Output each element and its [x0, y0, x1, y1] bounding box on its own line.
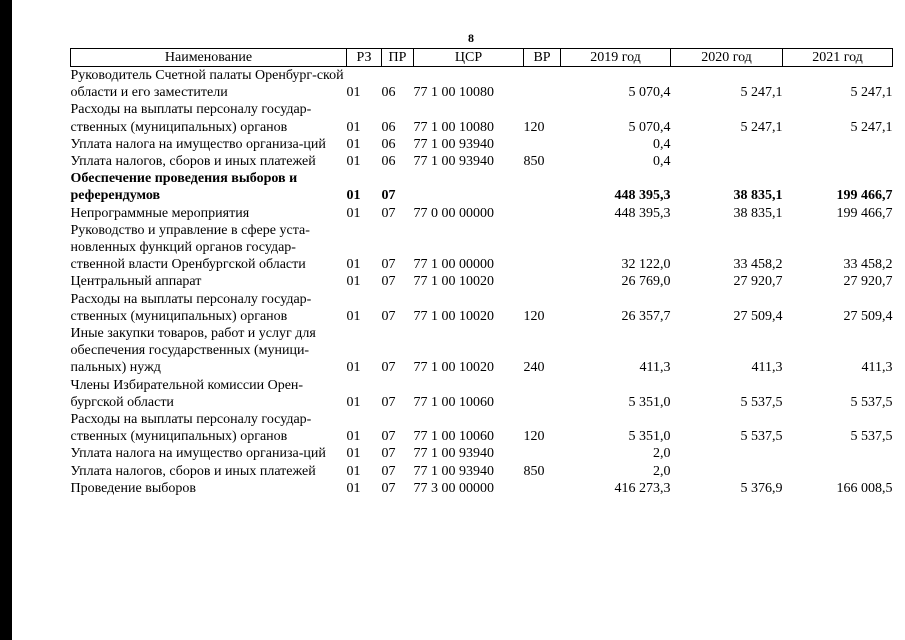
row-vr: [524, 170, 561, 204]
row-pr: 07: [381, 205, 396, 221]
row-amount-2020: [671, 136, 783, 153]
row-pr: 07: [381, 429, 396, 445]
row-amount-2020: [671, 153, 783, 170]
table-row: [71, 463, 893, 480]
row-rz: 01: [346, 119, 361, 135]
row-amount-2020: 5 376,9: [740, 480, 783, 496]
table-row: [71, 101, 893, 135]
row-amount-2019: 26 357,7: [621, 308, 671, 324]
row-name: Руководитель Счетной палаты Оренбург-ской области и его заместители: [70, 68, 344, 101]
row-vr: 850: [523, 463, 545, 479]
row-csr: 77 1 00 93940: [413, 463, 494, 479]
table-row: [71, 153, 893, 170]
row-amount-2019: 26 769,0: [621, 274, 671, 290]
row-vr: 850: [523, 154, 545, 170]
row-amount-2019: 448 395,3: [614, 205, 671, 221]
row-amount-2019: 2,0: [653, 446, 671, 462]
header-name: Наименование: [71, 49, 347, 67]
row-amount-2019: 5 351,0: [628, 429, 671, 445]
row-pr: 07: [381, 480, 396, 496]
row-vr: [524, 67, 561, 102]
row-amount-2019: 0,4: [653, 154, 671, 170]
row-name: Расходы на выплаты персоналу государ-ственных (муниципальных) органов: [70, 291, 312, 324]
row-rz: 01: [346, 394, 361, 410]
table-row: [71, 377, 893, 411]
row-pr: 07: [381, 257, 396, 273]
row-amount-2021: 5 537,5: [850, 394, 893, 410]
row-rz: 01: [346, 308, 361, 324]
row-amount-2021: 199 466,7: [836, 188, 893, 204]
row-csr: 77 1 00 10080: [413, 85, 494, 101]
header-rz: РЗ: [347, 49, 382, 67]
row-csr: 77 1 00 10060: [413, 429, 494, 445]
header-csr: ЦСР: [414, 49, 524, 67]
row-amount-2020: 27 920,7: [733, 274, 783, 290]
row-pr: 07: [381, 188, 396, 204]
row-csr: 77 1 00 10020: [413, 308, 494, 324]
table-row: [71, 411, 893, 445]
row-rz: 01: [346, 136, 361, 152]
row-csr: 77 1 00 93940: [413, 154, 494, 170]
row-name: Непрограммные мероприятия: [70, 205, 250, 221]
table-row: [71, 170, 893, 204]
row-amount-2020: [671, 445, 783, 462]
row-csr: 77 1 00 10020: [413, 360, 494, 376]
row-name: Уплата налогов, сборов и иных платежей: [70, 463, 316, 479]
table-row: [71, 273, 893, 290]
header-2021: 2021 год: [783, 49, 893, 67]
row-vr: 240: [523, 360, 545, 376]
row-rz: 01: [346, 154, 361, 170]
row-vr: [524, 136, 561, 153]
row-vr: [524, 205, 561, 222]
row-vr: [524, 222, 561, 274]
table-row: [71, 325, 893, 377]
row-rz: 01: [346, 429, 361, 445]
row-amount-2021: 27 920,7: [843, 274, 893, 290]
row-name: Обеспечение проведения выборов и референдумов: [70, 171, 298, 204]
row-csr: 77 1 00 10060: [413, 394, 494, 410]
row-amount-2020: 5 247,1: [740, 85, 783, 101]
row-pr: 06: [381, 119, 396, 135]
row-rz: 01: [346, 360, 361, 376]
row-name: Уплата налога на имущество организа-ций: [70, 446, 326, 462]
row-vr: 120: [523, 308, 545, 324]
row-pr: 07: [381, 274, 396, 290]
row-amount-2020: 38 835,1: [733, 205, 783, 221]
header-2019: 2019 год: [561, 49, 671, 67]
row-rz: 01: [346, 480, 361, 496]
row-pr: 07: [381, 394, 396, 410]
row-amount-2019: 32 122,0: [621, 257, 671, 273]
row-pr: 07: [381, 463, 396, 479]
row-vr: 120: [523, 119, 545, 135]
row-amount-2021: 411,3: [861, 360, 893, 376]
table-header-row: [71, 49, 893, 67]
row-name: Руководство и управление в сфере уста-новленных функций органов государ-ственной власти Оренбургской области: [70, 222, 310, 273]
row-amount-2021: [783, 445, 893, 462]
row-amount-2021: 5 247,1: [850, 85, 893, 101]
row-rz: 01: [346, 85, 361, 101]
row-name: Проведение выборов: [70, 480, 196, 496]
row-rz: 01: [346, 446, 361, 462]
row-amount-2020: 5 537,5: [740, 394, 783, 410]
row-rz: 01: [346, 257, 361, 273]
row-amount-2021: [783, 153, 893, 170]
row-amount-2019: 5 070,4: [628, 85, 671, 101]
budget-table: [70, 48, 893, 497]
table-row: [71, 67, 893, 102]
row-rz: 01: [346, 274, 361, 290]
row-amount-2021: [783, 136, 893, 153]
row-pr: 06: [381, 85, 396, 101]
row-csr: 77 1 00 93940: [413, 136, 494, 152]
row-csr: 77 3 00 00000: [413, 480, 494, 496]
row-name: Расходы на выплаты персоналу государ-ственных (муниципальных) органов: [70, 102, 312, 135]
row-csr: [414, 170, 524, 204]
header-pr: ПР: [382, 49, 414, 67]
row-name: Центральный аппарат: [70, 274, 202, 290]
row-name: Расходы на выплаты персоналу государ-ственных (муниципальных) органов: [70, 412, 312, 445]
row-csr: 77 1 00 93940: [413, 446, 494, 462]
row-name: Уплата налога на имущество организа-ций: [70, 136, 326, 152]
header-vr: ВР: [524, 49, 561, 67]
row-pr: 07: [381, 360, 396, 376]
row-rz: 01: [346, 463, 361, 479]
row-amount-2019: 5 070,4: [628, 119, 671, 135]
row-pr: 07: [381, 308, 396, 324]
row-csr: 77 1 00 10020: [413, 274, 494, 290]
row-amount-2021: 33 458,2: [843, 257, 893, 273]
row-amount-2019: 5 351,0: [628, 394, 671, 410]
row-amount-2020: 5 537,5: [740, 429, 783, 445]
table-row: [71, 480, 893, 497]
row-csr: 77 1 00 00000: [413, 257, 494, 273]
row-amount-2019: 0,4: [653, 136, 671, 152]
table-row: [71, 291, 893, 325]
row-amount-2021: 166 008,5: [836, 480, 893, 496]
row-name: Члены Избирательной комиссии Орен-бургской области: [70, 377, 304, 410]
row-vr: [524, 273, 561, 290]
row-amount-2019: 411,3: [639, 360, 671, 376]
row-amount-2020: 5 247,1: [740, 119, 783, 135]
row-amount-2021: 199 466,7: [836, 205, 893, 221]
table-row: [71, 445, 893, 462]
row-rz: 01: [346, 188, 361, 204]
row-amount-2019: 2,0: [653, 463, 671, 479]
row-amount-2020: 38 835,1: [733, 188, 783, 204]
row-csr: 77 0 00 00000: [413, 205, 494, 221]
table-row: [71, 205, 893, 222]
row-vr: 120: [523, 429, 545, 445]
scan-edge-bar: [0, 0, 12, 640]
table-row: [71, 222, 893, 274]
row-amount-2021: 5 537,5: [850, 429, 893, 445]
row-amount-2020: 411,3: [751, 360, 783, 376]
row-amount-2021: 5 247,1: [850, 119, 893, 135]
row-name: Уплата налогов, сборов и иных платежей: [70, 154, 316, 170]
row-csr: 77 1 00 10080: [413, 119, 494, 135]
row-amount-2020: [671, 463, 783, 480]
row-vr: [524, 445, 561, 462]
header-2020: 2020 год: [671, 49, 783, 67]
row-amount-2021: [783, 463, 893, 480]
row-pr: 06: [381, 136, 396, 152]
row-name: Иные закупки товаров, работ и услуг для обеспечения государственных (муници-пальных) нужд: [70, 326, 316, 376]
row-rz: 01: [346, 205, 361, 221]
row-amount-2020: 33 458,2: [733, 257, 783, 273]
row-amount-2019: 448 395,3: [614, 188, 671, 204]
row-vr: [524, 377, 561, 411]
table-row: [71, 136, 893, 153]
row-vr: [524, 480, 561, 497]
row-pr: 07: [381, 446, 396, 462]
row-amount-2020: 27 509,4: [733, 308, 783, 324]
row-amount-2021: 27 509,4: [843, 308, 893, 324]
row-amount-2019: 416 273,3: [614, 480, 671, 496]
page-number: 8: [468, 31, 474, 45]
row-pr: 06: [381, 154, 396, 170]
